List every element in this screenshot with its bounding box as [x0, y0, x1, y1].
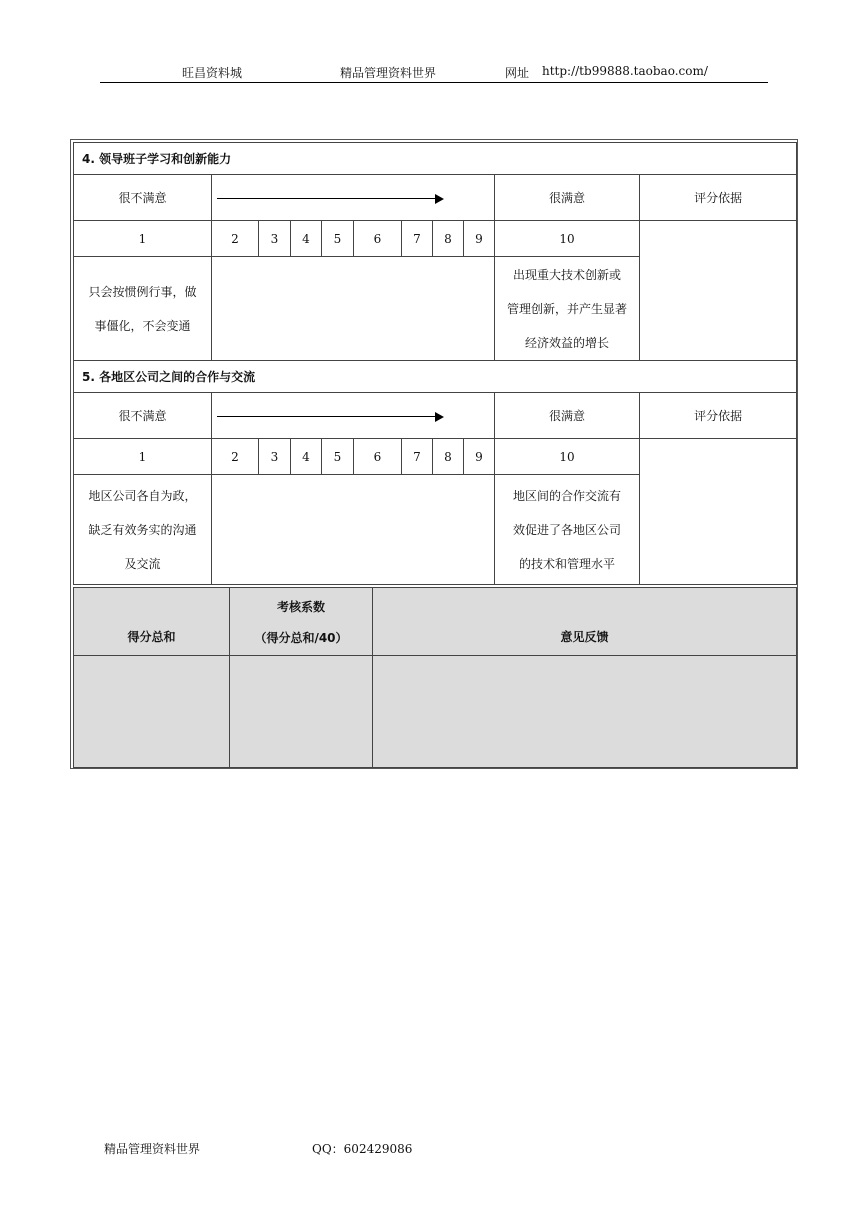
coef-label: 考核系数 — [276, 599, 325, 614]
score-5[interactable]: 5 — [322, 439, 354, 475]
score-6[interactable]: 6 — [354, 439, 402, 475]
middle-blank — [212, 257, 495, 361]
evaluation-form — [70, 139, 798, 769]
section-title: 4. 领导班子学习和创新能力 — [74, 143, 797, 175]
basis-label: 评分依据 — [640, 393, 797, 439]
low-label: 很不满意 — [74, 175, 212, 221]
score-1[interactable]: 1 — [74, 439, 212, 475]
footer-qq: QQ：602429086 — [312, 1142, 413, 1156]
score-10[interactable]: 10 — [495, 221, 640, 257]
score-2[interactable]: 2 — [212, 439, 259, 475]
scale-arrow — [212, 393, 495, 439]
score-1[interactable]: 1 — [74, 221, 212, 257]
feedback-input[interactable] — [373, 656, 797, 768]
low-description — [74, 257, 212, 361]
coef-input[interactable] — [230, 656, 373, 768]
high-label: 很满意 — [495, 175, 640, 221]
score-2[interactable]: 2 — [212, 221, 259, 257]
score-3[interactable]: 3 — [259, 439, 291, 475]
high-label: 很满意 — [495, 393, 640, 439]
criteria-table — [73, 142, 797, 585]
header-middle: 精品管理资料世界 — [340, 66, 437, 80]
high-desc-line: 的技术和管理水平 — [518, 556, 615, 571]
score-3[interactable]: 3 — [259, 221, 291, 257]
score-8[interactable]: 8 — [433, 221, 464, 257]
scale-arrow — [212, 175, 495, 221]
low-desc-line: 缺乏有效务实的沟通 — [88, 522, 197, 537]
score-10[interactable]: 10 — [495, 439, 640, 475]
high-desc-line: 出现重大技术创新或 — [512, 267, 621, 282]
score-5[interactable]: 5 — [322, 221, 354, 257]
total-label: 得分总和 — [74, 588, 230, 656]
total-input[interactable] — [74, 656, 230, 768]
low-desc-line: 事僵化，不会变通 — [94, 318, 191, 333]
arrow-right-icon — [435, 412, 444, 422]
header-site-label: 网址 — [505, 66, 530, 80]
score-9[interactable]: 9 — [464, 221, 495, 257]
score-6[interactable]: 6 — [354, 221, 402, 257]
header-left: 旺昌资料城 — [182, 66, 243, 80]
score-7[interactable]: 7 — [402, 439, 433, 475]
basis-input[interactable] — [640, 221, 797, 361]
high-desc-line: 地区间的合作交流有 — [512, 488, 621, 503]
summary-table — [73, 587, 797, 768]
low-description — [74, 475, 212, 585]
header-site-url: http://tb99888.taobao.com/ — [542, 64, 708, 78]
high-desc-line: 管理创新，并产生显著 — [506, 301, 627, 316]
page-header — [100, 62, 768, 83]
coef-header — [230, 588, 373, 656]
low-label: 很不满意 — [74, 393, 212, 439]
score-9[interactable]: 9 — [464, 439, 495, 475]
feedback-label: 意见反馈 — [373, 588, 797, 656]
high-desc-line: 效促进了各地区公司 — [512, 522, 621, 537]
footer-left: 精品管理资料世界 — [104, 1142, 201, 1156]
score-7[interactable]: 7 — [402, 221, 433, 257]
low-desc-line: 及交流 — [124, 556, 161, 571]
arrow-right-icon — [435, 194, 444, 204]
score-4[interactable]: 4 — [291, 221, 322, 257]
low-desc-line: 只会按惯例行事，做 — [88, 284, 197, 299]
high-desc-line: 经济效益的增长 — [524, 335, 609, 350]
section-title: 5. 各地区公司之间的合作与交流 — [74, 361, 797, 393]
high-description — [495, 257, 640, 361]
score-4[interactable]: 4 — [291, 439, 322, 475]
basis-label: 评分依据 — [640, 175, 797, 221]
middle-blank — [212, 475, 495, 585]
high-description — [495, 475, 640, 585]
score-8[interactable]: 8 — [433, 439, 464, 475]
basis-input[interactable] — [640, 439, 797, 585]
low-desc-line: 地区公司各自为政， — [88, 488, 197, 503]
coef-formula: （得分总和/40） — [254, 630, 348, 645]
